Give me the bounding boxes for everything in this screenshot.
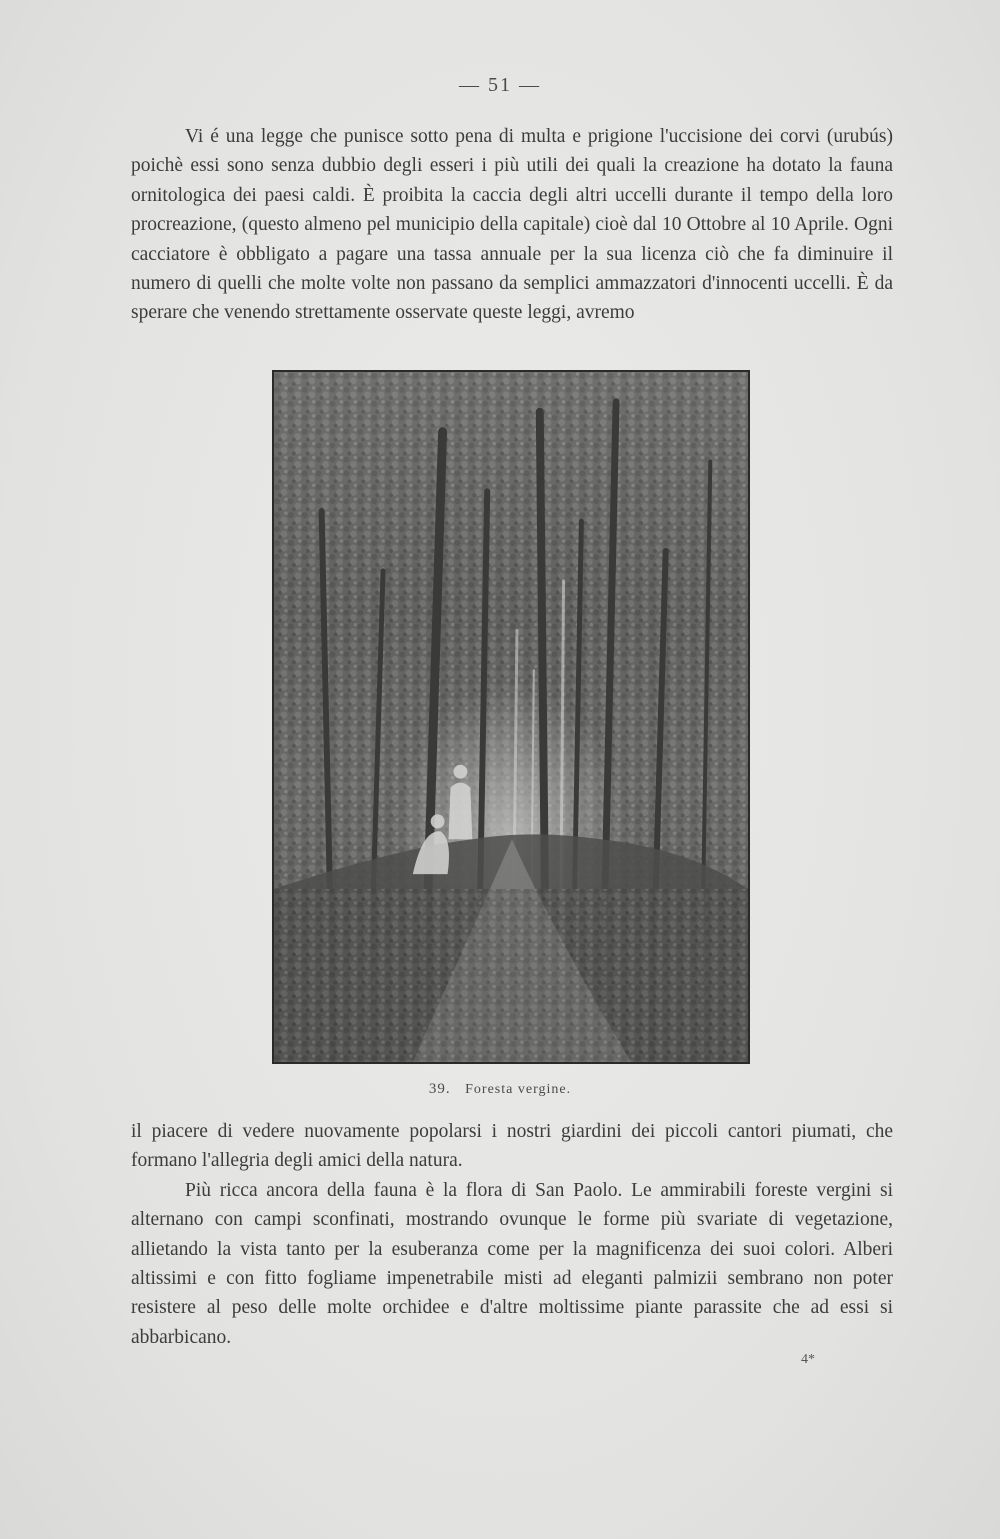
page-number: — 51 —: [459, 74, 541, 96]
paragraph: Vi é una legge che punisce sotto pena di multa e prigione l'uccisione dei corvi (urubús) poichè essi sono senza dubbio degli esseri i più utili dei quali la creazione ha dotato la fauna ornitologica dei paesi caldi. È proibita la caccia degli altri uccelli durante il tempo della loro procreazione, (questo almeno pel municipio della capitale) cioè dal 10 Ottobre al 10 Aprile. Ogni cacciatore è obbligato a pagare una tassa annuale per la sua licenza ciò che fa diminuire il numero di quelli che molte volte non passano da semplici ammazzatori d'innocenti uccelli. È da sperare che venendo strettamente osservate queste leggi, avremo: [131, 126, 893, 324]
body-text-top: [131, 122, 893, 328]
paragraph: Più ricca ancora della fauna è la flora di San Paolo. Le ammirabili foreste vergini si alternano con campi sconfinati, mostrando ovunque le forme più svariate di vegetazione, allietando la vista tanto per la esuberanza come per la magnificenza dei suoi colori. Alberi altissimi e con fitto fogliame impenetrabile misti ad eleganti palmizii sembrano non poter resistere al peso delle molte orchidee e d'altre moltissime piante parassite che ad essi si abbarbicano.: [131, 1179, 893, 1348]
figure-title: Foresta vergine.: [465, 1082, 572, 1097]
body-text-bottom: [131, 1117, 893, 1352]
figure-number: 39.: [428, 1081, 451, 1097]
paragraph: il piacere di vedere nuovamente popolarsi i nostri giardini dei piccoli cantori piumati, che formano l'allegria degli amici della natura.: [131, 1121, 893, 1172]
forest-photograph-image: [274, 372, 748, 1062]
forest-photograph: [272, 370, 750, 1064]
figure-caption: [0, 1081, 1000, 1098]
signature-mark: 4*: [801, 1352, 815, 1367]
